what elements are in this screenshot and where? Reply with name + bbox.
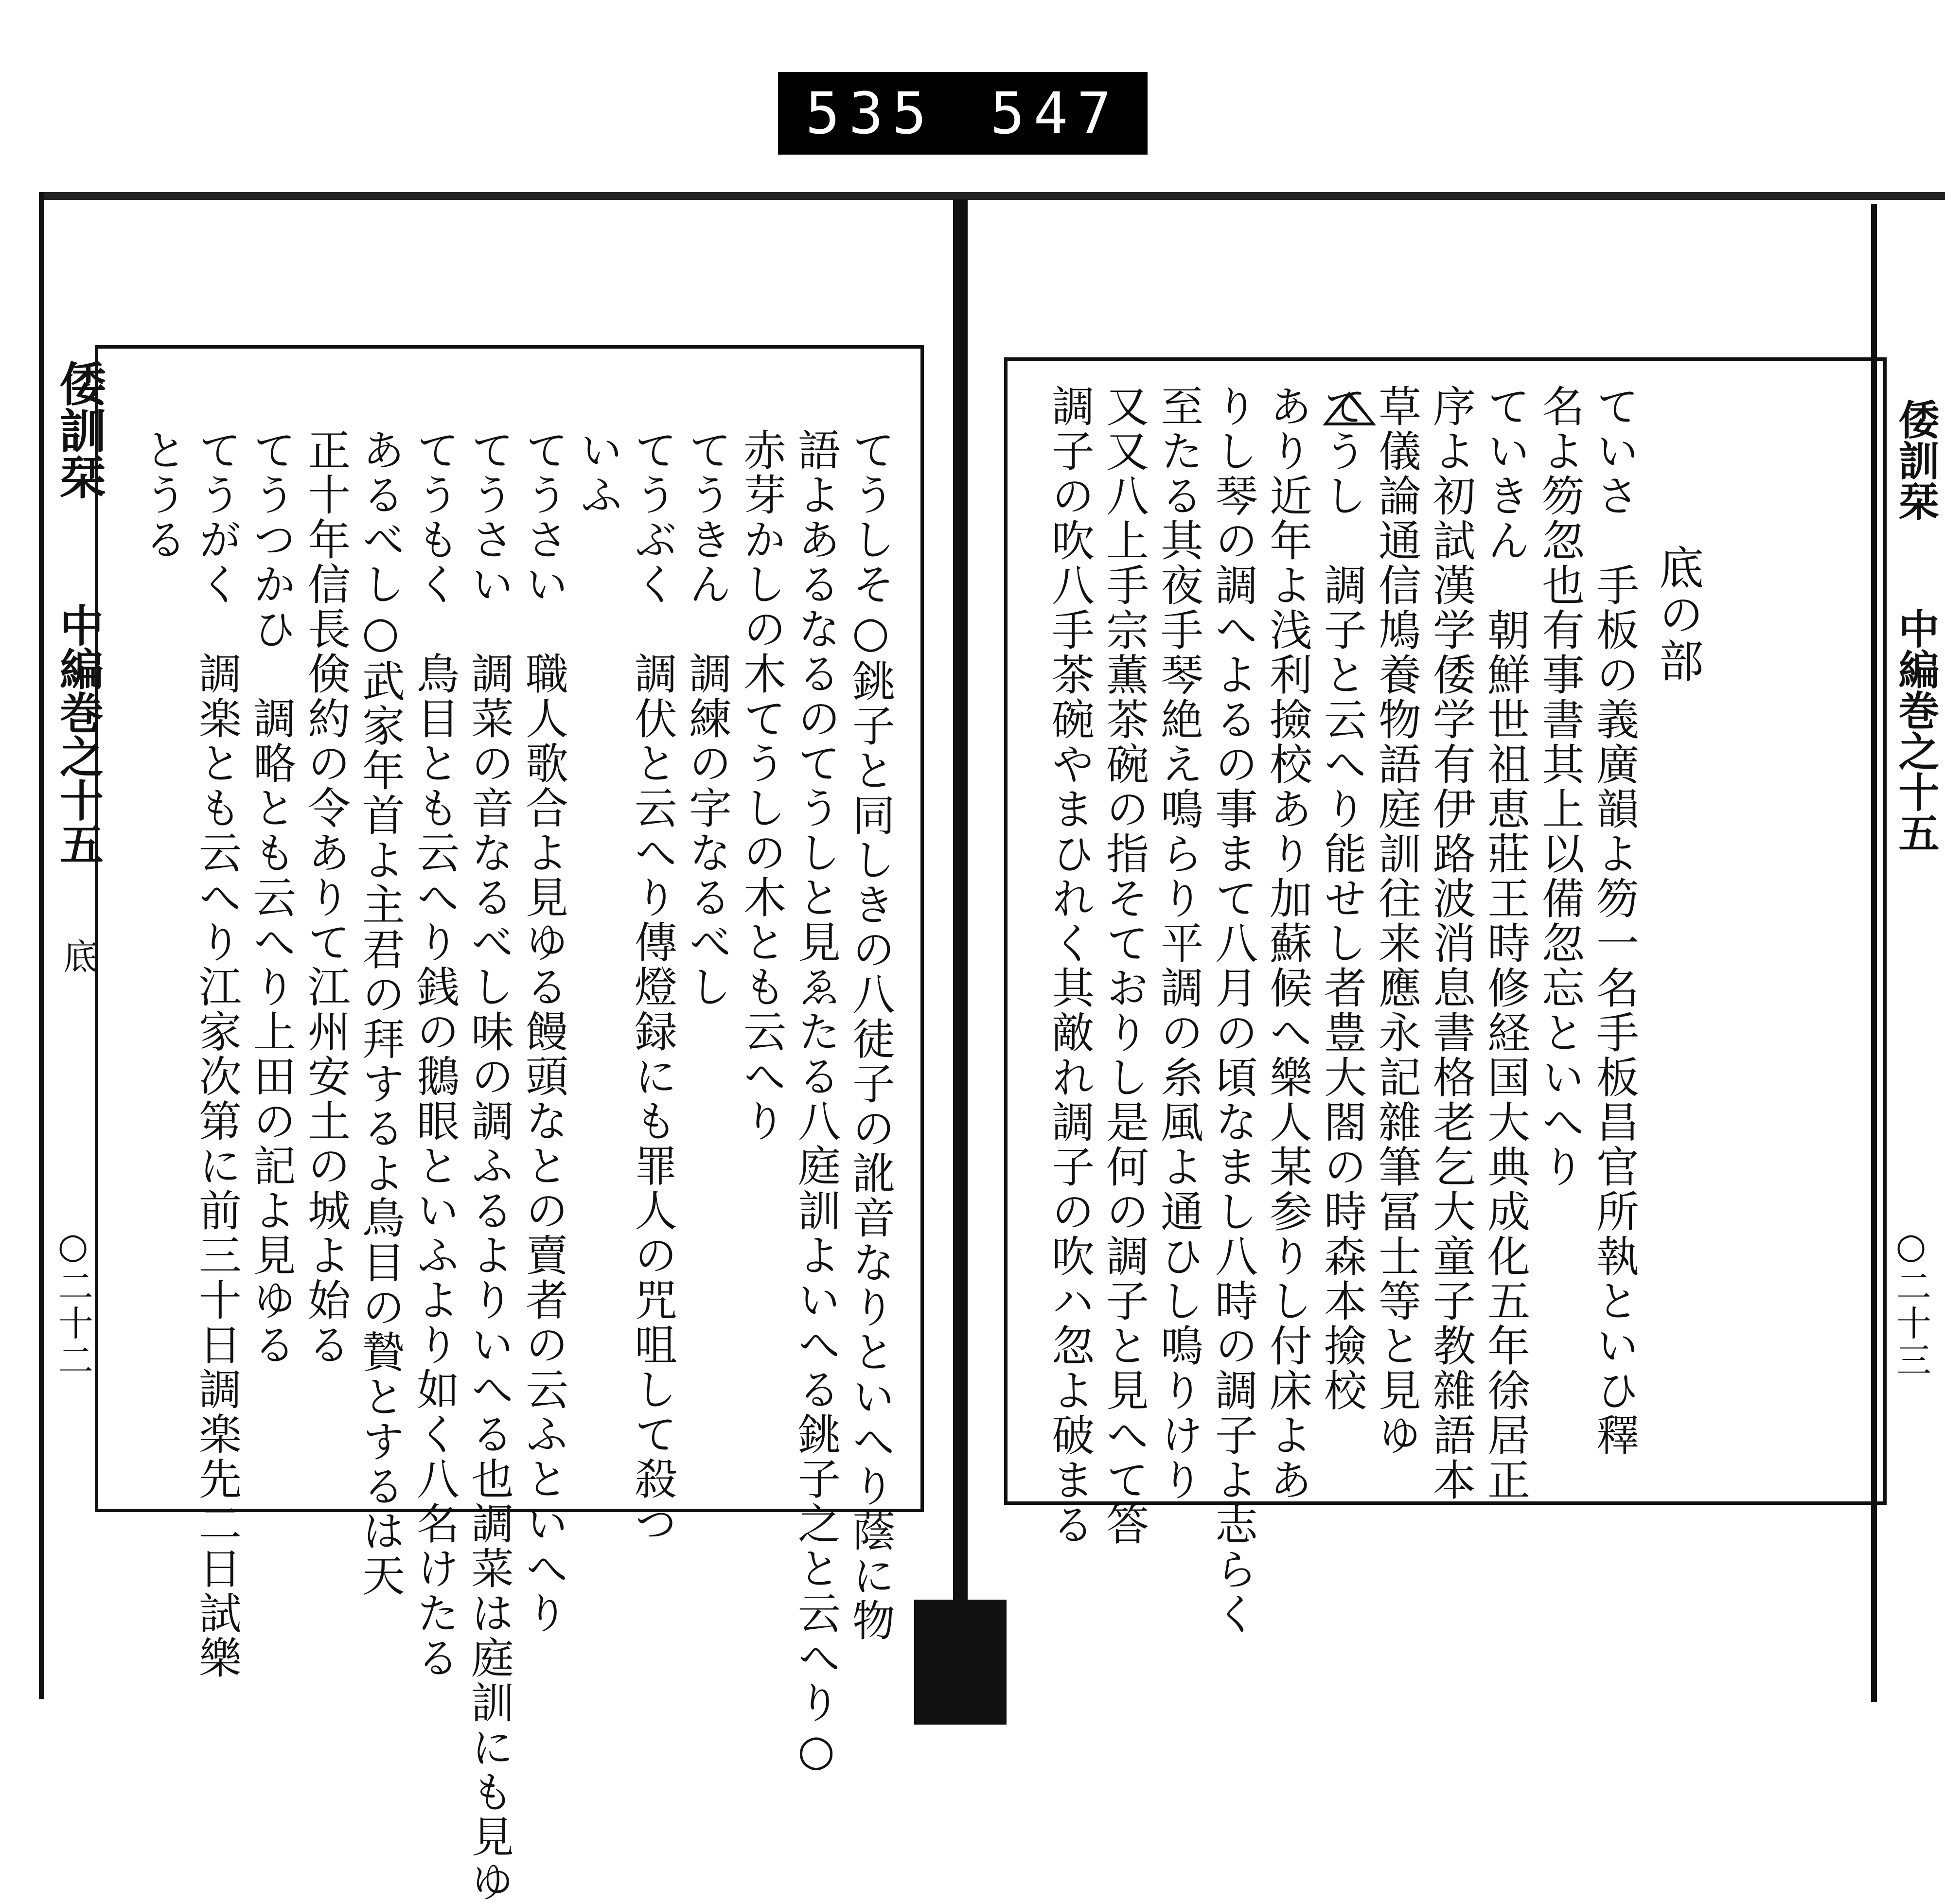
left-sidebar-folio: ○二十二 [53,1225,93,1379]
text-column: あり近年よ浅利撿校あり加蘇候へ樂人某参りし付床よあ [1263,384,1313,1502]
left-book-edge [0,192,44,1699]
left-sidebar-title: 倭訓栞 [52,360,107,500]
right-sidebar-title: 倭訓栞 [1892,399,1940,521]
text-column: ていさ 手板の義廣韻よ笏一名手板昌官所執といひ釋 [1590,384,1640,1458]
text-column: てうさい 職人歌合よ見ゆる饅頭なとの賣者の云ふといへり [519,428,569,1636]
text-column: てうがく 調楽とも云へり江家次第に前三十日調楽先二日試樂 [192,428,242,1680]
right-sidebar-folio: ○二十三 [1891,1225,1931,1379]
text-column: 至たる其夜手琴絶え鳴らり平調の糸風よ通ひし鳴りけり [1154,384,1204,1502]
text-column: 語よあるなるのてうしと見ゑたる八庭訓よいへる銚子之と云へり○ [791,428,841,1777]
text-column: りし琴の調へよるの事まて八月の頃なまし八時の調子よ志らく [1208,384,1258,1637]
text-column: てうさい 調菜の音なるべし味の調ふるよりいへる也調菜は庭訓にも見ゆ [464,428,514,1904]
frame-number-right: 547 [990,80,1120,147]
text-column: いふ [573,428,623,517]
text-column: てうきん 調練の字なるべし [682,428,732,1009]
text-column: 名よ笏忽也有事書其上以備忽忘といへり [1535,384,1585,1189]
text-column: 正十年信長倹約の令ありて江州安土の城よ始る [301,428,351,1367]
text-column: 赤芽かしの木てうしの木とも云へり [737,428,787,1144]
text-column: とうる [138,428,188,562]
section-heading: 底の部 [1652,545,1704,685]
text-column: てうつかひ 調略とも云へり上田の記よ見ゆる [247,428,297,1367]
text-column: 草儀論通信鳩養物語庭訓往来應永記雜筆冨士等と見ゆ [1372,384,1422,1458]
right-sidebar-volume: 中編巻之十五 [1892,608,1940,853]
frame-number-label [778,72,1148,155]
text-column: てうしそ○銚子と同しきの八徒子の訛音なりといへり蔭に物 [846,428,896,1643]
text-column: てうし 調子と云へり能せし者豊大閤の時森本撿校 [1317,384,1367,1413]
book-top-edge [0,192,1945,200]
text-column: あるべし○武家年首よ主君の拜するよ鳥目の贄とするは天 [355,428,406,1598]
text-column: 調子の吹八手茶碗やまひれく其敵れ調子の吹ハ忽よ破まる [1045,384,1095,1547]
book-gutter [953,199,968,1658]
gutter-shadow [914,1600,1007,1725]
left-sidebar-volume: 中編巻之十五 [52,603,104,865]
frame-number-left: 535 [805,80,936,147]
text-column: てうぶく 調伏と云へり傳燈録にも罪人の咒咀して殺つ [628,428,678,1546]
left-sidebar-section: 底 [57,938,98,975]
text-column: ていきん 朝鮮世祖恵莊王時修経国大典成化五年徐居正 [1481,384,1531,1502]
text-column: てうもく 鳥目とも云へり銭の鵝眼といふより如く八名けたる [410,428,460,1680]
text-column: 又又八上手宗薫茶碗の指そておりし是何の調子と見へて答 [1099,384,1149,1547]
text-column: 序よ初試漢学倭学有伊路波消息書格老乞大童子教雜語本 [1426,384,1476,1502]
